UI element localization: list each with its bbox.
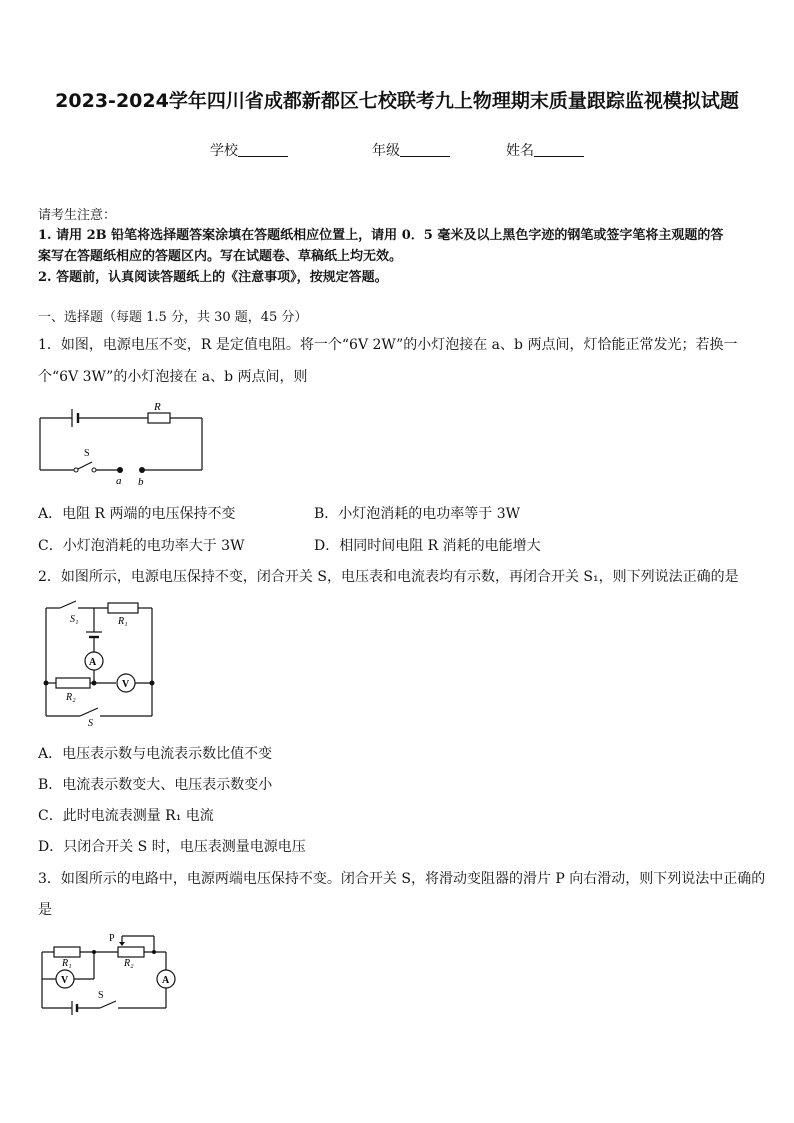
school-field: 学校 bbox=[210, 140, 288, 160]
notice-item-1-line-1: 1. 请用 2B 铅笔将选择题答案涂填在答题纸相应位置上，请用 0．5 毫米及以上黑色字迹的钢笔或签字笔将主观题的答 bbox=[38, 228, 724, 243]
q2-label-r1: R₁ bbox=[118, 616, 128, 627]
q1-circuit-diagram bbox=[36, 398, 211, 490]
q2-ammeter-label: A bbox=[89, 657, 97, 668]
q3-stem-line-1: 3．如图所示的电路中，电源两端电压保持不变。闭合开关 S，将滑动变阻器的滑片 P 向右滑动，则下列说法中正确的 bbox=[38, 871, 766, 887]
q1-label-s: S bbox=[84, 448, 90, 459]
q2-option-b: B．电流表示数变大、电压表示数变小 bbox=[38, 777, 273, 793]
q1-stem-line-1: 1．如图，电源电压不变，R 是定值电阻。将一个“6V 2W”的小灯泡接在 a、b 两点间，灯恰能正常发光；若换一 bbox=[38, 337, 738, 353]
q1-option-a: A．电阻 R 两端的电压保持不变 bbox=[38, 506, 236, 522]
name-field: 姓名 bbox=[506, 140, 584, 160]
q2-option-d: D．只闭合开关 S 时，电压表测量电源电压 bbox=[38, 839, 306, 855]
grade-field: 年级 bbox=[372, 140, 450, 160]
q3-label-p: P bbox=[109, 933, 115, 944]
q2-circuit-diagram bbox=[36, 596, 160, 728]
q3-ammeter-label: A bbox=[162, 975, 170, 986]
notice-item-2: 2. 答题前，认真阅读答题纸上的《注意事项》，按规定答题。 bbox=[38, 270, 388, 285]
q2-stem: 2．如图所示，电源电压保持不变，闭合开关 S，电压表和电流表均有示数，再闭合开关 S₁，则下列说法正确的是 bbox=[38, 569, 739, 585]
q1-label-a: a bbox=[116, 475, 122, 487]
notice-heading: 请考生注意： bbox=[38, 208, 117, 223]
q3-stem-line-2: 是 bbox=[38, 902, 52, 918]
section-heading: 一、选择题（每题 1.5 分，共 30 题，45 分） bbox=[38, 310, 308, 325]
q1-option-d: D．相同时间电阻 R 消耗的电能增大 bbox=[314, 538, 541, 554]
q2-option-c: C．此时电流表测量 R₁ 电流 bbox=[38, 808, 214, 824]
paper-title: 2023-2024学年四川省成都新都区七校联考九上物理期末质量跟踪监视模拟试题 bbox=[55, 90, 739, 112]
q1-option-c: C．小灯泡消耗的电功率大于 3W bbox=[38, 538, 245, 554]
q1-label-b: b bbox=[138, 476, 144, 488]
q2-label-r2: R₂ bbox=[66, 692, 76, 703]
q1-option-b: B．小灯泡消耗的电功率等于 3W bbox=[314, 506, 521, 522]
q3-label-s: S bbox=[98, 990, 104, 1001]
notice-item-1-line-2: 案写在答题纸相应的答题区内。写在试题卷、草稿纸上均无效。 bbox=[38, 249, 403, 264]
q3-voltmeter-label: V bbox=[61, 975, 69, 986]
q1-label-r: R bbox=[154, 401, 161, 413]
q2-voltmeter-label: V bbox=[122, 679, 130, 690]
q2-option-a: A．电压表示数与电流表示数比值不变 bbox=[38, 746, 273, 762]
q1-stem-line-2: 个“6V 3W”的小灯泡接在 a、b 两点间，则 bbox=[38, 369, 308, 385]
q2-label-s: S bbox=[88, 718, 93, 728]
q3-label-r1: R₁ bbox=[62, 958, 72, 969]
q3-label-r2: R₂ bbox=[124, 958, 134, 969]
q3-circuit-diagram bbox=[36, 930, 180, 1018]
q2-label-s1: S₁ bbox=[70, 614, 79, 625]
